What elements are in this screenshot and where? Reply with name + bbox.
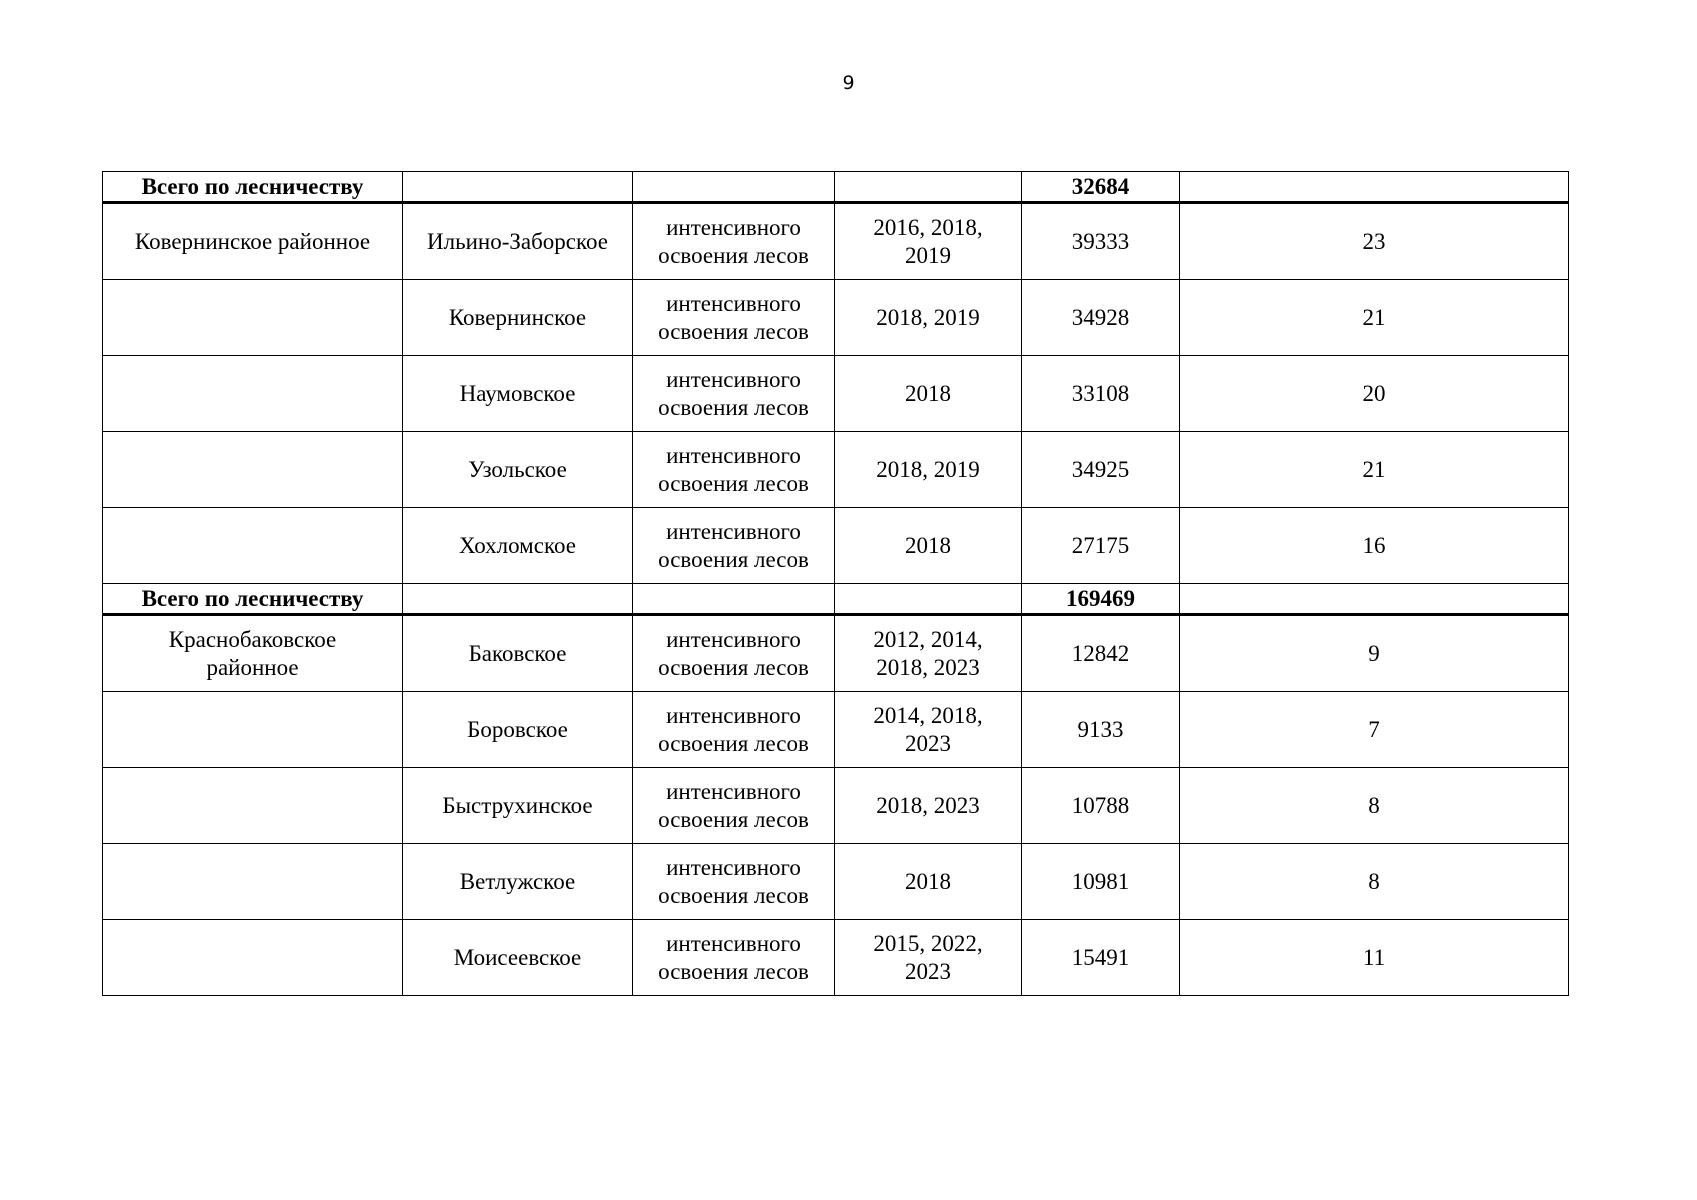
district-forestry-cell	[403, 172, 633, 203]
cell-text: 20	[1362, 380, 1386, 406]
cell-text: Баковское	[468, 640, 567, 666]
cell-text: 34928	[1071, 304, 1130, 330]
forestry-cell	[103, 280, 403, 356]
years-cell	[835, 432, 1022, 508]
district-forestry-cell	[403, 508, 633, 584]
forestry-cell	[103, 172, 403, 203]
cell-text: 9133	[1077, 716, 1124, 742]
cell-text: 2018, 2019	[876, 456, 980, 482]
cell-text: Моисеевское	[453, 944, 582, 970]
forestry-cell	[103, 615, 403, 692]
forestry-cell	[103, 692, 403, 768]
forest-type-cell	[633, 172, 835, 203]
table-row	[103, 508, 1569, 584]
forestry-cell	[103, 844, 403, 920]
table-row	[103, 768, 1569, 844]
table-row	[103, 844, 1569, 920]
area-cell	[1022, 356, 1180, 432]
forestry-cell	[103, 356, 403, 432]
cell-text: 16	[1362, 532, 1386, 558]
area-cell	[1022, 692, 1180, 768]
table-body	[103, 172, 1569, 996]
cell-text: интенсивного освоения лесов	[658, 930, 809, 984]
district-forestry-cell	[403, 768, 633, 844]
cell-text: 2012, 2014, 2018, 2023	[873, 626, 983, 680]
cell-text: интенсивного освоения лесов	[658, 214, 809, 268]
forest-type-cell	[633, 768, 835, 844]
value-cell	[1180, 920, 1569, 996]
area-cell	[1022, 844, 1180, 920]
cell-text: 2015, 2022, 2023	[873, 930, 983, 984]
cell-text: интенсивного освоения лесов	[658, 366, 809, 420]
cell-text: 23	[1362, 228, 1386, 254]
cell-text: Быструхинское	[442, 792, 593, 818]
cell-text: Ковернинское	[448, 304, 587, 330]
cell-text: 33108	[1071, 380, 1130, 406]
cell-text: 27175	[1071, 532, 1130, 558]
cell-text: 2018	[905, 868, 951, 894]
value-cell	[1180, 615, 1569, 692]
forest-type-cell	[633, 692, 835, 768]
forestry-cell	[103, 584, 403, 615]
value-cell	[1180, 844, 1569, 920]
district-forestry-cell	[403, 920, 633, 996]
cell-text: Краснобаковское районное	[168, 626, 337, 680]
forest-type-cell	[633, 844, 835, 920]
cell-text: 2018, 2019	[876, 304, 980, 330]
years-cell	[835, 615, 1022, 692]
value-cell	[1180, 692, 1569, 768]
value-cell	[1180, 280, 1569, 356]
cell-text: интенсивного освоения лесов	[658, 290, 809, 344]
forestry-cell	[103, 508, 403, 584]
cell-text: интенсивного освоения лесов	[658, 442, 809, 496]
area-cell	[1022, 615, 1180, 692]
district-forestry-cell	[403, 615, 633, 692]
area-cell	[1022, 172, 1180, 203]
cell-text: Ковернинское районное	[134, 228, 371, 254]
cell-text: 7	[1368, 716, 1380, 742]
cell-text: 10788	[1071, 792, 1130, 818]
years-cell	[835, 508, 1022, 584]
years-cell	[835, 692, 1022, 768]
cell-text: 21	[1362, 304, 1386, 330]
years-cell	[835, 768, 1022, 844]
forestry-cell	[103, 203, 403, 280]
table-row	[103, 920, 1569, 996]
cell-text: 39333	[1071, 228, 1130, 254]
district-forestry-cell	[403, 280, 633, 356]
cell-text: 2016, 2018, 2019	[873, 214, 983, 268]
cell-text: 169469	[1066, 585, 1135, 611]
district-forestry-cell	[403, 584, 633, 615]
forestry-cell	[103, 432, 403, 508]
cell-text: Наумовское	[459, 380, 576, 406]
cell-text: Узольское	[468, 456, 567, 482]
district-forestry-cell	[403, 692, 633, 768]
page-number: 9	[842, 72, 855, 94]
cell-text: 10981	[1071, 868, 1130, 894]
value-cell	[1180, 172, 1569, 203]
district-forestry-cell	[403, 203, 633, 280]
district-forestry-cell	[403, 844, 633, 920]
cell-text: 8	[1368, 868, 1380, 894]
cell-text: 12842	[1071, 640, 1130, 666]
cell-text: интенсивного освоения лесов	[658, 702, 809, 756]
cell-text: Всего по лесничеству	[141, 585, 364, 611]
table-row	[103, 280, 1569, 356]
area-cell	[1022, 432, 1180, 508]
forestry-table	[102, 171, 1569, 996]
forest-type-cell	[633, 584, 835, 615]
years-cell	[835, 920, 1022, 996]
forest-type-cell	[633, 432, 835, 508]
table-row	[103, 356, 1569, 432]
value-cell	[1180, 768, 1569, 844]
total-row	[103, 584, 1569, 615]
area-cell	[1022, 508, 1180, 584]
value-cell	[1180, 203, 1569, 280]
cell-text: интенсивного освоения лесов	[658, 626, 809, 680]
cell-text: 2018	[905, 532, 951, 558]
cell-text: 9	[1368, 640, 1380, 666]
forestry-cell	[103, 920, 403, 996]
cell-text: Всего по лесничеству	[141, 173, 364, 199]
years-cell	[835, 203, 1022, 280]
area-cell	[1022, 584, 1180, 615]
cell-text: Хохломское	[459, 532, 576, 558]
cell-text: 32684	[1071, 173, 1130, 199]
cell-text: Боровское	[467, 716, 568, 742]
years-cell	[835, 356, 1022, 432]
cell-text: 21	[1362, 456, 1386, 482]
cell-text: 2018, 2023	[876, 792, 980, 818]
cell-text: 34925	[1071, 456, 1130, 482]
years-cell	[835, 280, 1022, 356]
district-forestry-cell	[403, 432, 633, 508]
forest-type-cell	[633, 356, 835, 432]
years-cell	[835, 172, 1022, 203]
cell-text: 8	[1368, 792, 1380, 818]
forest-type-cell	[633, 920, 835, 996]
cell-text: интенсивного освоения лесов	[658, 778, 809, 832]
forest-type-cell	[633, 615, 835, 692]
area-cell	[1022, 768, 1180, 844]
forestry-cell	[103, 768, 403, 844]
forest-type-cell	[633, 280, 835, 356]
cell-text: 2014, 2018, 2023	[873, 702, 983, 756]
cell-text: 15491	[1071, 944, 1130, 970]
years-cell	[835, 584, 1022, 615]
cell-text: 2018	[905, 380, 951, 406]
forest-type-cell	[633, 508, 835, 584]
table-row	[103, 203, 1569, 280]
cell-text: интенсивного освоения лесов	[658, 518, 809, 572]
area-cell	[1022, 920, 1180, 996]
area-cell	[1022, 280, 1180, 356]
value-cell	[1180, 508, 1569, 584]
forest-type-cell	[633, 203, 835, 280]
table-row	[103, 615, 1569, 692]
years-cell	[835, 844, 1022, 920]
area-cell	[1022, 203, 1180, 280]
total-row	[103, 172, 1569, 203]
value-cell	[1180, 432, 1569, 508]
value-cell	[1180, 356, 1569, 432]
cell-text: интенсивного освоения лесов	[658, 854, 809, 908]
cell-text: Ильино-Заборское	[427, 228, 608, 254]
table-row	[103, 692, 1569, 768]
cell-text: Ветлужское	[459, 868, 576, 894]
value-cell	[1180, 584, 1569, 615]
cell-text: 11	[1362, 944, 1386, 970]
table-row	[103, 432, 1569, 508]
district-forestry-cell	[403, 356, 633, 432]
